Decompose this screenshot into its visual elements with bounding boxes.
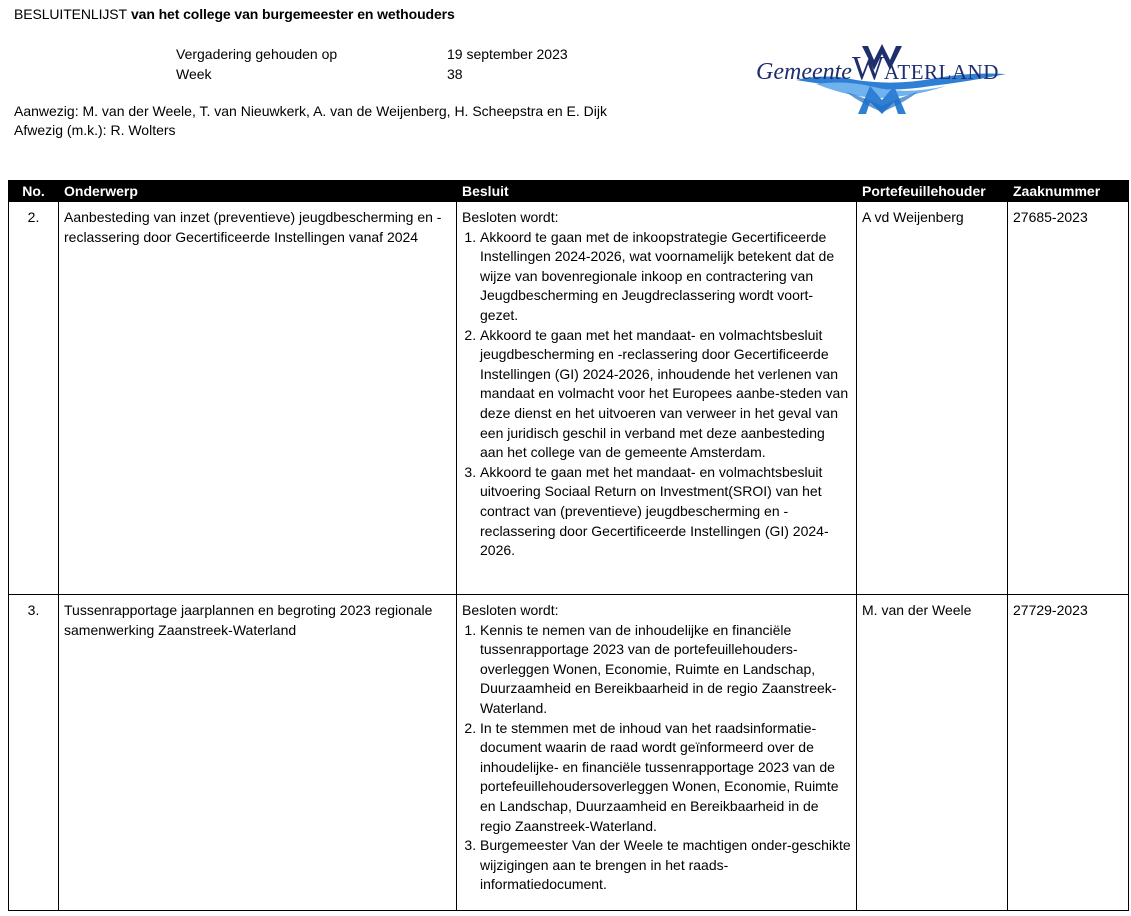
- table-row: [9, 202, 1129, 595]
- row-number: 3.: [9, 595, 59, 911]
- header-portefeuillehouder: Portefeuillehouder: [857, 181, 1008, 202]
- row-besluit: [457, 202, 857, 595]
- meeting-label: Vergadering gehouden op: [176, 46, 338, 62]
- meeting-date: 19 september 2023: [447, 46, 568, 62]
- besluit-list: [462, 621, 851, 895]
- besluit-intro: Besloten wordt:: [462, 602, 559, 618]
- week-number: 38: [447, 66, 463, 82]
- besluit-item: 3. Burgemeester Van der Weele te machtigen onder-geschikte wijzigingen aan te brengen in het raads-informatiedocument.: [480, 836, 851, 895]
- row-number: 2.: [9, 202, 59, 595]
- table-header-row: [9, 181, 1129, 202]
- besluit-item: 1. Akkoord te gaan met de inkoopstrategie Gecertificeerde Instellingen 2024-2026, wat voornamelijk betekent dat de wijze van bovenregionale inkoop en contractering van Jeugdbescherming en Jeugdreclassering wordt voort-gezet.: [480, 228, 851, 326]
- besluit-item: 2. Akkoord te gaan met het mandaat- en volmachtsbesluit jeugdbescherming en -reclassering door Gecertificeerde Instellingen (GI) 2024-2026, inhoudende het verlenen van mandaat en volmacht voor het Europees aanbe-steden van deze dienst en het uitvoeren van verweer in het geval van een juridisch geschil in verband met deze aanbesteding aan het college van de gemeente Amsterdam.: [480, 326, 851, 463]
- absent-line: Afwezig (m.k.): R. Wolters: [14, 122, 176, 138]
- row-zaaknummer: 27685-2023: [1008, 202, 1129, 595]
- title-main: van het college van burgemeester en wethouders: [130, 6, 455, 22]
- besluit-item: 3. Akkoord te gaan met het mandaat- en volmachtsbesluit uitvoering Sociaal Return on Investment(SROI) van het contract van (preventieve) jeugdbescherming en -reclassering door Gecertificeerde Instellingen (GI) 2024-2026.: [480, 463, 851, 561]
- gemeente-waterland-logo: [756, 40, 1018, 116]
- row-besluit: [457, 595, 857, 911]
- logo-wordmark: [756, 50, 999, 88]
- header-no: No.: [9, 181, 59, 202]
- decisions-table: [8, 180, 1129, 911]
- header-zaaknummer: Zaaknummer: [1008, 181, 1129, 202]
- row-portefeuillehouder: M. van der Weele: [857, 595, 1008, 911]
- besluit-list: [462, 228, 851, 561]
- logo-word-gemeente: Gemeente: [756, 59, 852, 85]
- present-line: Aanwezig: M. van der Weele, T. van Nieuwkerk, A. van de Weijenberg, H. Scheepstra en E. Dijk: [14, 103, 607, 119]
- row-zaaknummer: 27729-2023: [1008, 595, 1129, 911]
- week-label: Week: [176, 66, 212, 82]
- logo-letter-w: W: [851, 50, 885, 87]
- attendance: [14, 102, 607, 140]
- header-onderwerp: Onderwerp: [59, 181, 457, 202]
- meeting-info: [176, 44, 568, 84]
- besluit-item: 1. Kennis te nemen van de inhoudelijke en financiële tussenrapportage 2023 van de portefeuillehouders-overleggen Wonen, Economie, Ruimte en Landschap, Duurzaamheid en Bereikbaarheid in de regio Zaanstreek-Waterland.: [480, 621, 851, 719]
- table-row: [9, 595, 1129, 911]
- title-prefix: BESLUITENLIJST: [14, 6, 127, 22]
- besluit-intro: Besloten wordt:: [462, 209, 559, 225]
- document-title: [14, 6, 455, 22]
- row-portefeuillehouder: A vd Weijenberg: [857, 202, 1008, 595]
- logo-word-aterland: ATERLAND: [884, 60, 999, 84]
- row-onderwerp: Tussenrapportage jaarplannen en begroting 2023 regionale samenwerking Zaanstreek-Waterland: [59, 595, 457, 911]
- row-onderwerp: Aanbesteding van inzet (preventieve) jeugdbescherming en -reclassering door Gecertificeerde Instellingen vanaf 2024: [59, 202, 457, 595]
- header-besluit: Besluit: [457, 181, 857, 202]
- besluit-item: 2. In te stemmen met de inhoud van het raadsinformatie-document waarin de raad wordt geïnformeerd over de inhoudelijke- en financiële tussenrapportage 2023 van de portefeuillehoudersoverleggen Wonen, Economie, Ruimte en Landschap, Duurzaamheid en Bereikbaarheid in de regio Zaanstreek-Waterland.: [480, 719, 851, 837]
